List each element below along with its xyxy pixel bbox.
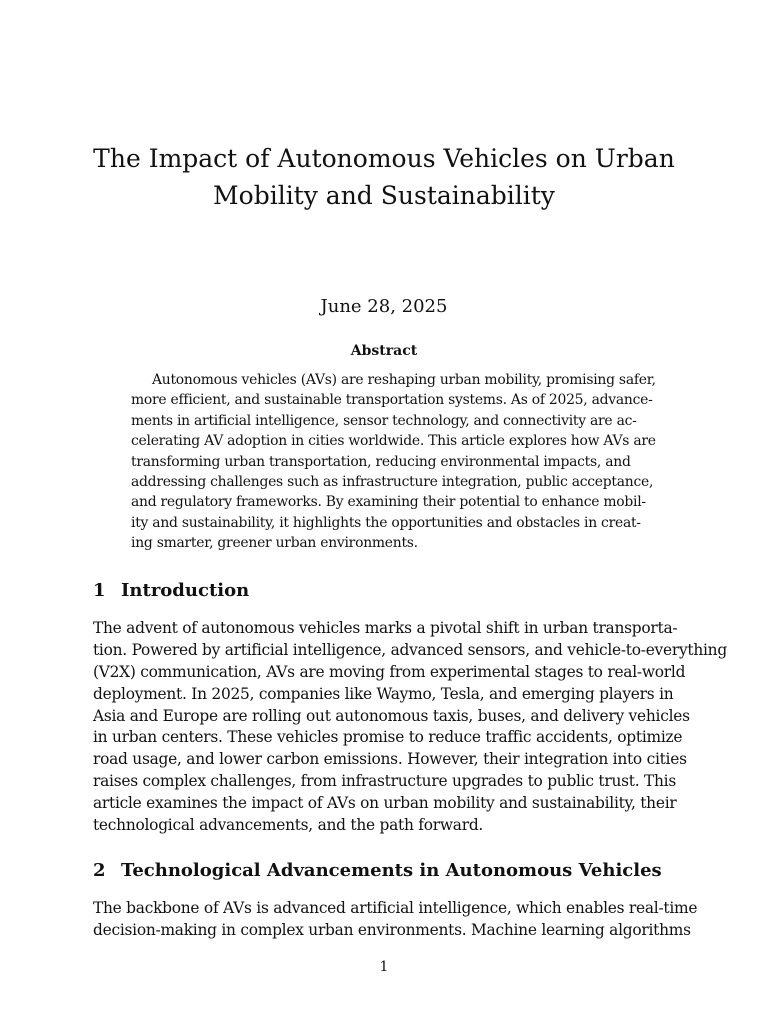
abstract-line: celerating AV adoption in cities worldwide. This article explores how AVs are	[131, 433, 656, 450]
paragraph-line: road usage, and lower carbon emissions. However, their integration into cities	[93, 750, 687, 769]
abstract-line: ments in artificial intelligence, sensor technology, and connectivity are ac-	[131, 412, 637, 429]
title-line: Mobility and Sustainability	[213, 181, 555, 210]
abstract-line: ity and sustainability, it highlights the opportunities and obstacles in creat-	[131, 514, 641, 531]
abstract-line: and regulatory frameworks. By examining their potential to enhance mobil-	[131, 494, 646, 511]
paragraph-line: Asia and Europe are rolling out autonomous taxis, buses, and delivery vehicles	[93, 706, 690, 725]
paragraph-line: article examines the impact of AVs on urban mobility and sustainability, their	[93, 794, 677, 813]
paragraph-line: in urban centers. These vehicles promise to reduce traffic accidents, optimize	[93, 728, 683, 747]
paragraph-line: decision-making in complex urban environments. Machine learning algorithms	[93, 920, 691, 939]
paper-title	[80, 140, 688, 214]
title-line: The Impact of Autonomous Vehicles on Urban	[93, 144, 675, 173]
paragraph-line: (V2X) communication, AVs are moving from experimental stages to real-world	[93, 662, 686, 681]
section-title: Technological Advancements in Autonomous Vehicles	[121, 860, 662, 881]
introduction-paragraph	[93, 618, 727, 837]
section-number: 2	[93, 860, 106, 881]
abstract-line: Autonomous vehicles (AVs) are reshaping urban mobility, promising safer,	[152, 372, 656, 388]
abstract-line: ing smarter, greener urban environments.	[131, 535, 418, 552]
technological-advancements-paragraph	[93, 898, 698, 942]
section-heading-technological-advancements	[93, 859, 662, 883]
paragraph-line: deployment. In 2025, companies like Waymo, Tesla, and emerging players in	[93, 684, 674, 703]
section-title: Introduction	[121, 580, 250, 601]
paragraph-line: raises complex challenges, from infrastructure upgrades to public trust. This	[93, 772, 676, 791]
page-number: 1	[379, 959, 389, 975]
section-heading-introduction	[93, 579, 249, 603]
paragraph-line: The advent of autonomous vehicles marks a pivotal shift in urban transporta-	[93, 619, 678, 637]
abstract-body	[131, 370, 656, 554]
abstract-heading: Abstract	[350, 343, 418, 359]
section-number: 1	[93, 580, 106, 601]
abstract-line: transforming urban transportation, reducing environmental impacts, and	[131, 453, 631, 470]
paragraph-line: technological advancements, and the path forward.	[93, 816, 484, 835]
abstract-line: addressing challenges such as infrastructure integration, public acceptance,	[131, 473, 654, 490]
abstract-line: more efficient, and sustainable transportation systems. As of 2025, advance-	[131, 392, 653, 409]
paragraph-line: The backbone of AVs is advanced artificial intelligence, which enables real-time	[93, 899, 698, 917]
paper-date: June 28, 2025	[320, 296, 448, 317]
paragraph-line: tion. Powered by artificial intelligence, advanced sensors, and vehicle-to-everything	[93, 640, 727, 659]
